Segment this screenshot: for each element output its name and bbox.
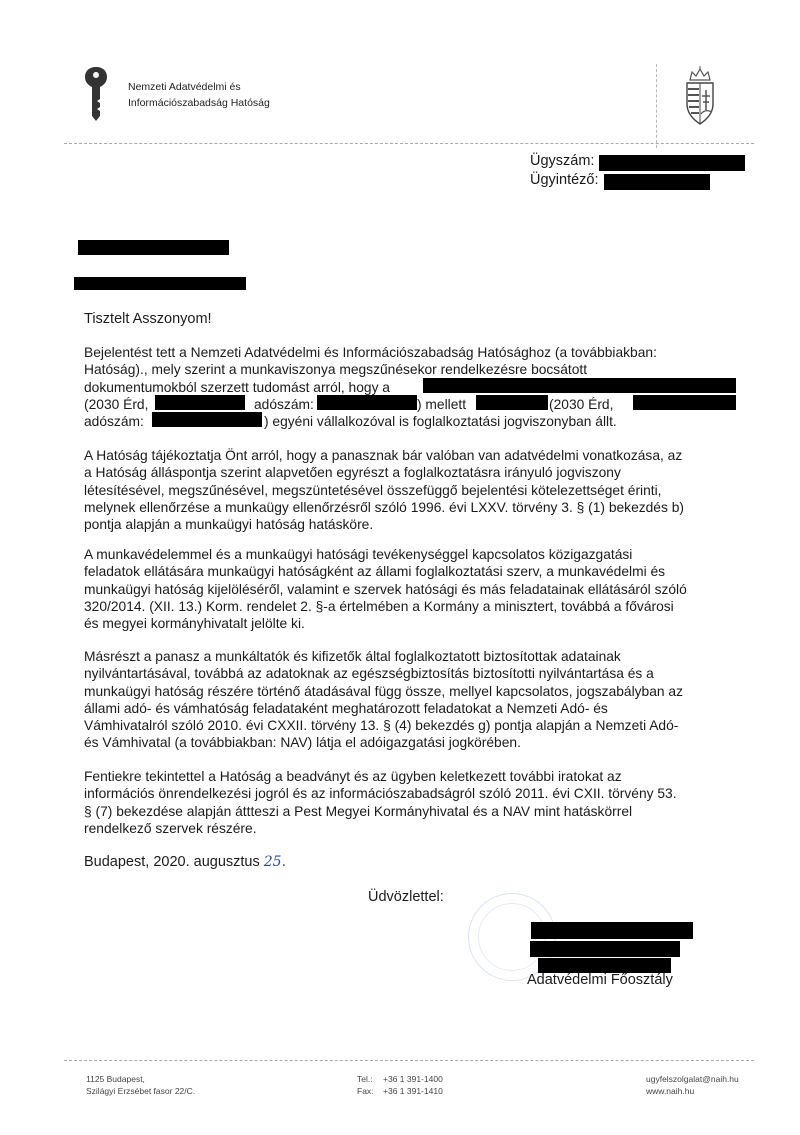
recipient-address-redaction <box>74 277 246 290</box>
footer-email: ugyfelszolgalat@naih.hu <box>646 1074 739 1084</box>
signatory-role-redaction <box>538 958 671 973</box>
signatory-title-redaction <box>530 941 680 957</box>
address-redaction <box>155 395 245 410</box>
case-officer-redaction <box>604 174 710 190</box>
case-number-label: Ügyszám: <box>530 153 595 169</box>
address-redaction-2 <box>633 395 736 410</box>
footer-tel-label: Tel.: <box>357 1074 373 1084</box>
tax-number-redaction-2 <box>152 412 262 427</box>
text-fragment: adószám: <box>254 396 314 412</box>
text-line: A munkavédelemmel és a munkaügyi hatósági tevékenységgel kapcsolatos közigazgatási <box>84 547 633 562</box>
text-line: feladatok ellátására munkaügyi hatóságként az állami foglalkoztatási szerv, a munkavédelmi és <box>84 564 666 580</box>
text-fragment: ) mellett <box>417 396 467 412</box>
text-line: nyilvántartásával, továbbá az adatoknak az egészségbiztosítás biztosítotti nyilvántartása és a <box>84 666 654 682</box>
recipient-name-redaction <box>78 240 229 255</box>
text-line: dokumentumokból szerzett tudomást arról, hogy a <box>84 379 390 395</box>
coat-of-arms-icon <box>682 66 718 126</box>
case-number-redaction <box>599 155 745 171</box>
handwritten-day: 25. <box>263 854 287 870</box>
text-line: § (7) bekezdése alapján áttteszi a Pest Megyei Kormányhivatal és a NAV mint hatáskörrel <box>84 803 633 819</box>
tax-number-redaction <box>317 395 417 410</box>
text-line: munkaügyi hatóság kijelöléséről, valamint e szervek hatósági és más feladatainak ellátásáról szóló <box>84 581 687 597</box>
text-line: melynek ellenőrzése a munkaügy ellenőrzésről szóló 1996. évi LXXV. törvény 3. § (1) bekezdés b) <box>84 499 684 515</box>
paragraph-tax-authority <box>84 648 752 752</box>
footer-fax: +36 1 391-1410 <box>383 1086 443 1096</box>
org-name-line1: Nemzeti Adatvédelmi és <box>128 81 241 93</box>
text-line: rendelkező szervek részére. <box>84 820 257 836</box>
text-line: állami adó- és vámhatóság feladataként meghatározott feladatokat a Nemzeti Adó- és <box>84 700 608 716</box>
text-line: Másrészt a panasz a munkáltatók és kifizetők által foglalkoztatott biztosítottak adatainak <box>84 649 621 664</box>
date-line <box>84 854 286 870</box>
footer-rule <box>64 1060 754 1061</box>
closing: Üdvözlettel: <box>368 889 444 905</box>
footer-tel: +36 1 391-1400 <box>383 1074 443 1084</box>
org-name-line2: Információszabadság Hatóság <box>128 97 270 109</box>
text-fragment: (2030 Érd, <box>84 396 149 412</box>
department-name: Adatvédelmi Főosztály <box>527 972 673 988</box>
key-logo-icon <box>84 66 108 122</box>
paragraph-transfer <box>84 768 752 837</box>
text-line: és Vámhivatal (a továbbiakban: NAV) látja el adóigazgatási jogkörében. <box>84 735 521 751</box>
text-fragment: ) egyéni vállalkozóval is foglalkoztatási jogviszonyban állt. <box>264 414 617 430</box>
case-officer-label: Ügyintéző: <box>530 172 599 188</box>
text-line: pontja alapján a munkaügyi hatóság hatásköre. <box>84 517 374 533</box>
text-line: információs önrendelkezési jogról és az információszabadságról szóló 2011. évi CXII. törvény 53. <box>84 786 677 802</box>
header-rule <box>64 143 754 144</box>
employer-name-redaction <box>476 395 548 410</box>
text-line: 320/2014. (XII. 13.) Korm. rendelet 2. §-a értelmében a Kormány a minisztert, továbbá a fővárosi <box>84 598 674 614</box>
text-line: Fentiekre tekintettel a Hatóság a beadványt és az ügyben keletkezett további iratokat az <box>84 769 622 784</box>
header-divider <box>656 64 657 148</box>
footer-fax-label: Fax: <box>357 1086 374 1096</box>
text-line: A Hatóság tájékoztatja Önt arról, hogy a panasznak bár valóban van adatvédelmi vonatkozása, az <box>84 448 683 463</box>
paragraph-labor-authority <box>84 546 752 632</box>
footer-address-line1: 1125 Budapest, <box>86 1074 145 1084</box>
name-redaction <box>423 378 736 393</box>
text-line: a Hatóság álláspontja szerint alapvetően egyrészt a foglalkoztatásra irányuló jogviszony <box>84 465 621 481</box>
signatory-name-redaction <box>531 922 693 939</box>
text-line: és megyei kormányhivatalt jelölte ki. <box>84 616 305 632</box>
text-line: Vámhivatalról szóló 2010. évi CXXII. törvény 13. § (4) bekezdés g) pontja alapján a Nemzeti Adó- <box>84 718 679 734</box>
text-line: létesítésével, megszűnésével, megszüntetésével összefüggő bejelentési kötelezettséget érinti, <box>84 482 662 498</box>
footer-address-line2: Szilágyi Erzsébet fasor 22/C. <box>86 1086 196 1096</box>
text-line: munkaügyi hatóság részére történő átadásával függ össze, mellyel kapcsolatos, jogszabályban az <box>84 683 683 699</box>
salutation: Tisztelt Asszonyom! <box>84 311 212 327</box>
date-prefix: Budapest, 2020. augusztus <box>84 854 260 870</box>
text-line: Bejelentést tett a Nemzeti Adatvédelmi és Információszabadság Hatósághoz (a továbbiakban: <box>84 345 657 360</box>
text-line: Hatóság)., mely szerint a munkaviszonya megszűnésekor rendelkezésre bocsátott <box>84 362 588 378</box>
text-fragment: (2030 Érd, <box>549 396 614 412</box>
text-fragment: adószám: <box>84 414 144 430</box>
footer-web: www.naih.hu <box>646 1086 695 1096</box>
paragraph-information <box>84 447 752 533</box>
